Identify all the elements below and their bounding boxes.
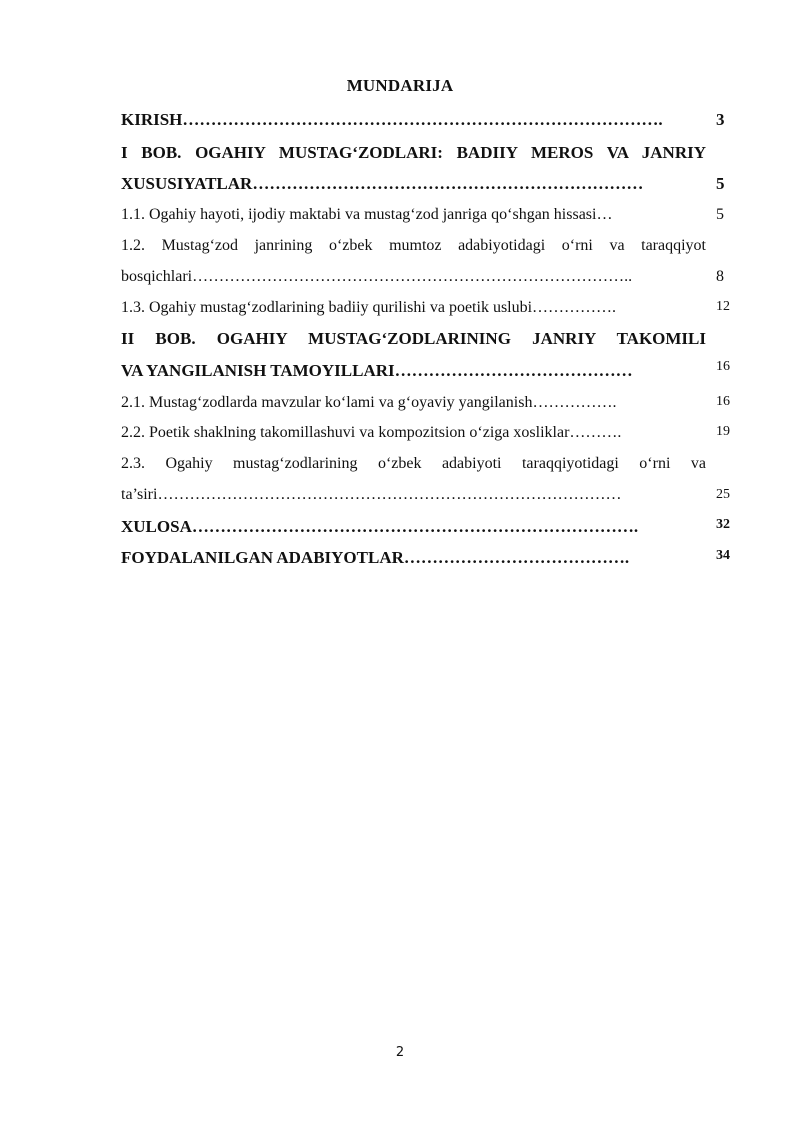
page-number: 2 [395, 1045, 405, 1060]
toc-page-1-1: 5 [716, 206, 724, 223]
toc-entry-2-3-line1[interactable]: 2.3. Ogahiy mustag‘zodlarining o‘zbek adabiyoti taraqqiyotidagi o‘rni va [121, 455, 706, 472]
toc-page-1-3: 12 [716, 299, 730, 314]
toc-entry-1-1[interactable]: 1.1. Ogahiy hayoti, ijodiy maktabi va mustag‘zod janriga qo‘shgan hissasi… [121, 206, 613, 223]
toc-page-1-2: 8 [716, 268, 724, 285]
toc-entry-1-2-line1[interactable]: 1.2. Mustag‘zod janrining o‘zbek mumtoz adabiyotidagi o‘rni va taraqqiyot [121, 237, 706, 254]
toc-entry-bob2-line2[interactable]: VA YANGILANISH TAMOYILLARI…………………………………… [121, 361, 633, 380]
toc-page-bob2: 16 [716, 359, 730, 374]
toc-entry-1-3[interactable]: 1.3. Ogahiy mustag‘zodlarining badiiy qurilishi va poetik uslubi……………. [121, 299, 617, 316]
toc-entry-2-1[interactable]: 2.1. Mustag‘zodlarda mavzular ko‘lami va g‘oyaviy yangilanish……………. [121, 394, 617, 411]
toc-page-2-2: 19 [716, 424, 730, 439]
toc-page-kirish: 3 [716, 110, 725, 129]
toc-entry-bob1-line2[interactable]: XUSUSIYATLAR…………………………………………………………… [121, 174, 644, 193]
toc-page-adabiyotlar: 34 [716, 548, 730, 563]
toc-entry-kirish[interactable]: KIRISH…………………………………………………………………………. [121, 110, 663, 129]
toc-page-2-1: 16 [716, 394, 730, 409]
toc-entry-xulosa[interactable]: XULOSA……………………………………………………………………. [121, 517, 639, 536]
page-title: MUNDARIJA [346, 76, 454, 95]
toc-page-xulosa: 32 [716, 517, 730, 532]
toc-entry-adabiyotlar[interactable]: FOYDALANILGAN ADABIYOTLAR…………………………………. [121, 548, 630, 567]
toc-entry-2-3-line2[interactable]: ta’siri…………………………………………………………………………… [121, 486, 622, 503]
toc-page-2-3: 25 [716, 487, 730, 502]
toc-entry-1-2-line2[interactable]: bosqichlari……………………………………………………………………….. [121, 268, 633, 285]
toc-entry-bob1-line1[interactable]: I BOB. OGAHIY MUSTAG‘ZODLARI: BADIIY MEROS VA JANRIY [121, 143, 706, 162]
toc-entry-2-2[interactable]: 2.2. Poetik shaklning takomillashuvi va kompozitsion o‘ziga xosliklar………. [121, 424, 622, 441]
toc-entry-bob2-line1[interactable]: II BOB. OGAHIY MUSTAG‘ZODLARINING JANRIY TAKOMILI [121, 329, 706, 348]
toc-page-bob1: 5 [716, 174, 725, 193]
